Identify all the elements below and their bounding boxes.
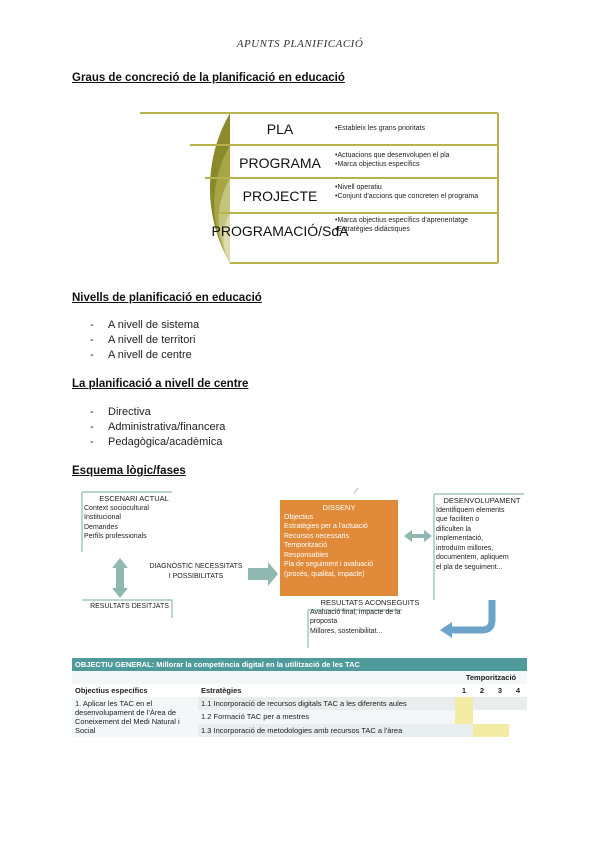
level-bullets-programacio bbox=[335, 216, 495, 234]
period-header: 3 bbox=[497, 686, 503, 695]
document-title: APUNTS PLANIFICACIÓ bbox=[236, 38, 364, 50]
period-cell bbox=[491, 710, 509, 723]
col-header-estrategies: Estratègies bbox=[201, 686, 242, 695]
centre-list bbox=[90, 405, 225, 450]
box-disseny bbox=[280, 500, 398, 596]
level-label-pla: PLA bbox=[266, 121, 294, 137]
table-row bbox=[72, 684, 527, 697]
resultats-title: RESULTATS ACONSEGUITS bbox=[320, 598, 420, 607]
bullet: • Conjunt d'accions que concreten el programa bbox=[335, 192, 495, 201]
arrow-to-design bbox=[248, 562, 278, 586]
general-objective: OBJECTIU GENERAL: Millorar la competència digital en la utilització de les TAC bbox=[72, 658, 527, 671]
bullet: • Actuacions que desenvolupen el pla bbox=[335, 151, 495, 160]
list-item: - Pedagògica/acadèmica bbox=[90, 435, 225, 450]
disseny-line: Temporització bbox=[284, 542, 328, 549]
estrategia-cell: 1.1 Incorporació de recursos digitals TAC a les diferents aules bbox=[198, 697, 455, 710]
period-cell bbox=[455, 710, 473, 723]
desenvolupament-line: documentem, apliquem bbox=[436, 554, 509, 561]
resultats-line: Avaluació final, impacte de la bbox=[310, 608, 401, 616]
level-bullets-programa bbox=[335, 151, 495, 169]
disseny-title: DISSENY bbox=[322, 503, 356, 512]
desenvolupament-line: que faciliten o bbox=[436, 516, 480, 523]
desenvolupament-line: implementació, bbox=[436, 535, 484, 542]
desenvolupament-title: DESENVOLUPAMENT bbox=[443, 496, 521, 505]
box-escenari bbox=[84, 494, 184, 542]
escenari-line: Institucional bbox=[84, 514, 121, 521]
table-row bbox=[72, 658, 527, 671]
section-heading-centre: La planificació a nivell de centre bbox=[72, 378, 249, 390]
escenari-title: ESCENARI ACTUAL bbox=[99, 494, 169, 503]
period-cell bbox=[455, 724, 473, 737]
box-desenvolupament bbox=[436, 496, 528, 572]
desenvolupament-line: dificulten la bbox=[436, 525, 472, 533]
list-item: - Directiva bbox=[90, 405, 225, 420]
list-item: - A nivell de centre bbox=[90, 348, 199, 363]
escenari-line: Perfils professionals bbox=[84, 533, 147, 540]
desenvolupament-line: introduïm millores, bbox=[436, 544, 494, 552]
disseny-line: Estratègies per a l'actuació bbox=[284, 523, 368, 530]
box-diagnostic bbox=[146, 562, 246, 581]
list-item: - Administrativa/financera bbox=[90, 420, 225, 435]
resultats-desitjats: RESULTATS DESITJATS bbox=[90, 603, 169, 610]
disseny-line: Responsables bbox=[284, 551, 329, 559]
concretion-diagram bbox=[80, 105, 510, 275]
objectives-table bbox=[72, 658, 527, 737]
resultats-line: proposta bbox=[310, 618, 338, 625]
double-arrow-vertical bbox=[112, 558, 128, 598]
period-header: 4 bbox=[515, 686, 521, 695]
bullet: • Marca objectius específics d'aprenentatge bbox=[335, 216, 495, 225]
section-heading-graus: Graus de concreció de la planificació en educació bbox=[72, 72, 345, 84]
diagnostic-line: DIAGNÒSTIC NECESSITATS bbox=[149, 563, 243, 570]
objectiu-especific: 1. Aplicar les TAC en el desenvolupament de l'Àrea de Coneixement del Medi Natural i Social bbox=[72, 697, 198, 737]
nivells-list bbox=[90, 318, 199, 363]
col-header-objectius: Objectius específics bbox=[75, 686, 148, 695]
period-cell bbox=[473, 710, 491, 723]
level-bullets-pla bbox=[335, 124, 495, 133]
bullet: • Marca objectius específics bbox=[335, 160, 495, 169]
period-cell bbox=[509, 710, 527, 723]
period-cell bbox=[473, 697, 491, 710]
section-heading-nivells: Nivells de planificació en educació bbox=[72, 292, 262, 304]
escenari-line: Context sociocultural bbox=[84, 504, 149, 512]
period-cell bbox=[473, 724, 491, 737]
estrategia-cell: 1.2 Formació TAC per a mestres bbox=[198, 710, 455, 723]
box-resultats-aconseguits bbox=[310, 598, 430, 636]
level-bullets-projecte bbox=[335, 183, 495, 201]
desenvolupament-line: el pla de seguiment... bbox=[436, 563, 503, 571]
bullet: • Estratègies didàctiques bbox=[335, 225, 495, 234]
desenvolupament-line: Identifiquem elements bbox=[436, 506, 505, 514]
level-label-programa: PROGRAMA bbox=[239, 155, 321, 171]
list-item: - A nivell de territori bbox=[90, 333, 199, 348]
disseny-line: Objectius bbox=[284, 513, 314, 521]
disseny-line: (procés, qualitat, impacte) bbox=[284, 570, 365, 578]
period-cell bbox=[509, 697, 527, 710]
escenari-line: Demandes bbox=[84, 523, 118, 531]
level-label-programacio: PROGRAMACIÓ/SdA bbox=[211, 223, 349, 239]
period-header: 1 bbox=[461, 686, 467, 695]
period-cell bbox=[491, 697, 509, 710]
period-cell bbox=[491, 724, 509, 737]
bullet: • Estableix les grans prioritats bbox=[335, 124, 495, 133]
disseny-line: Pla de seguiment i avaluació bbox=[284, 561, 374, 568]
bullet: • Nivell operatiu bbox=[335, 183, 495, 192]
disseny-line: Recursos necessaris bbox=[284, 532, 349, 540]
level-label-projecte: PROJECTE bbox=[242, 188, 318, 204]
section-heading-esquema: Esquema lògic/fases bbox=[72, 465, 186, 477]
flow-diagram bbox=[72, 488, 532, 648]
temporitzacio-header: Temporització bbox=[455, 671, 527, 684]
double-arrow-horizontal bbox=[404, 530, 432, 542]
period-header: 2 bbox=[479, 686, 485, 695]
table-row bbox=[72, 671, 527, 684]
table-row bbox=[72, 697, 527, 710]
curved-arrow bbox=[452, 600, 492, 630]
list-item: - A nivell de sistema bbox=[90, 318, 199, 333]
resultats-line: Millores, sostenibilitat... bbox=[310, 627, 383, 635]
period-cell bbox=[455, 697, 473, 710]
diagnostic-line: I POSSIBILITATS bbox=[168, 572, 224, 580]
period-cell bbox=[509, 724, 527, 737]
estrategia-cell: 1.3 Incorporació de metodologies amb recursos TAC a l'àrea bbox=[198, 724, 455, 737]
